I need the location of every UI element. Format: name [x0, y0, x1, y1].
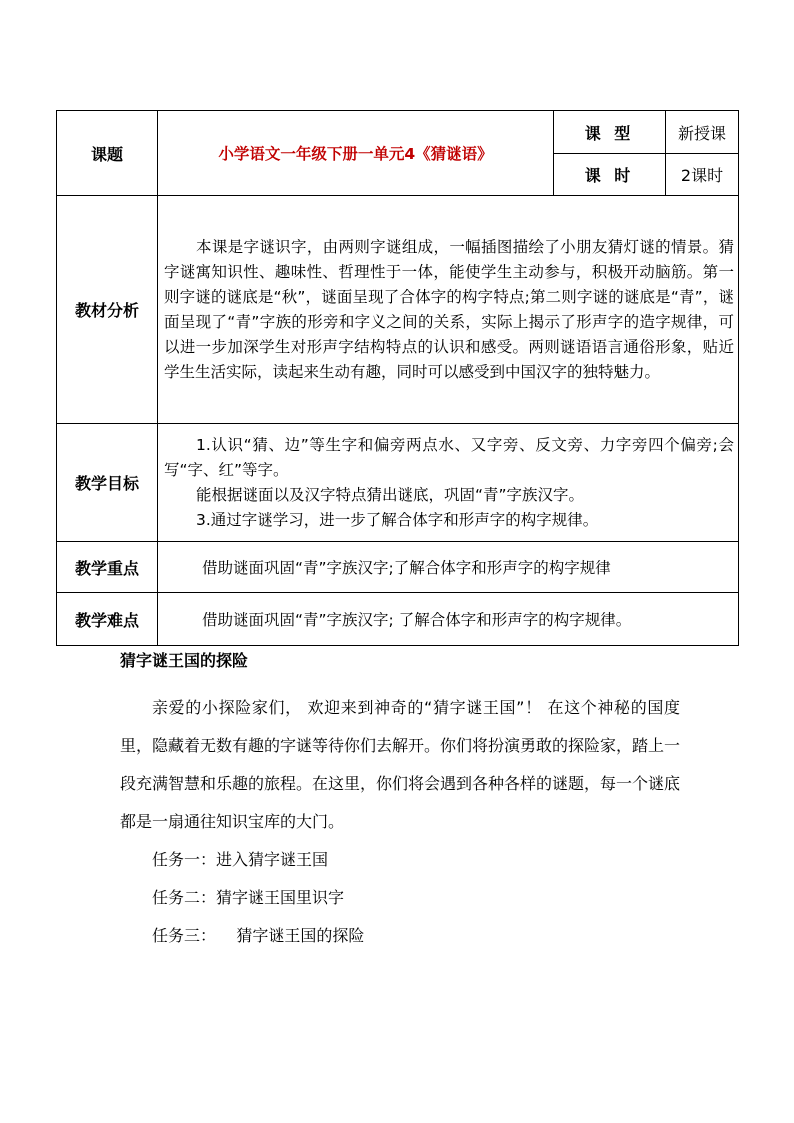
- goal-item: 3.通过字谜学习，进一步了解合体字和形声字的构字规律。: [196, 510, 599, 529]
- task-item: 任务二：猜字谜王国里识字: [152, 888, 345, 907]
- lesson-type-value: 新授课: [666, 111, 739, 154]
- analysis-label: 教材分析: [57, 196, 158, 424]
- difficulties-text: 借助谜面巩固“青”字族汉字; 了解合体字和形声字的构字规律。: [158, 593, 739, 646]
- lesson-type-label: 课 型: [554, 111, 666, 154]
- goals-cell: [158, 424, 739, 542]
- story-paragraph: 亲爱的小探险家们， 欢迎来到神奇的“猜字谜王国”！ 在这个神秘的国度里，隐藏着无数有趣的字谜等待你们去解开。你们将扮演勇敢的探险家，踏上一段充满智慧和乐趣的旅程。在这里，你们将会遇到各种各样的谜题，每一个谜底都是一扇通往知识宝库的大门。: [120, 698, 681, 831]
- lesson-plan-table: [56, 110, 739, 646]
- task-item: 任务一：进入猜字谜王国: [152, 850, 329, 869]
- story-section: [120, 648, 680, 955]
- goal-item: 能根据谜面以及汉字特点猜出谜底，巩固“青”字族汉字。: [196, 485, 585, 504]
- lesson-title: 小学语文一年级下册一单元4《猜谜语》: [158, 111, 554, 196]
- lesson-period-value: 2课时: [666, 154, 739, 196]
- key-points-label: 教学重点: [57, 542, 158, 593]
- analysis-cell: [158, 196, 739, 424]
- key-points-text: 借助谜面巩固“青”字族汉字;了解合体字和形声字的构字规律: [158, 542, 739, 593]
- lesson-period-label: 课 时: [554, 154, 666, 196]
- analysis-text: 本课是字谜识字，由两则字谜组成，一幅插图描绘了小朋友猜灯谜的情景。猜字谜寓知识性、趣味性、哲理性于一体，能使学生主动参与，积极开动脑筋。第一则字谜的谜底是“秋”，谜面呈现了合体字的构字特点;第二则字谜的谜底是“青”，谜面呈现了“青”字族的形旁和字义之间的关系，实际上揭示了形声字的造字规律，可以进一步加深学生对形声字结构特点的认识和感受。两则谜语语言通俗形象，贴近学生生活实际，读起来生动有趣，同时可以感受到中国汉字的独特魅力。: [164, 237, 734, 381]
- story-heading: 猜字谜王国的探险: [120, 651, 249, 670]
- goal-item: 1.认识“猜、边”等生字和偏旁两点水、又字旁、反文旁、力字旁四个偏旁;会写“字、红”等字。: [164, 435, 734, 479]
- goals-label: 教学目标: [57, 424, 158, 542]
- topic-label: 课题: [57, 111, 158, 196]
- task-item: 任务三： 猜字谜王国的探险: [152, 926, 365, 945]
- difficulties-label: 教学难点: [57, 593, 158, 646]
